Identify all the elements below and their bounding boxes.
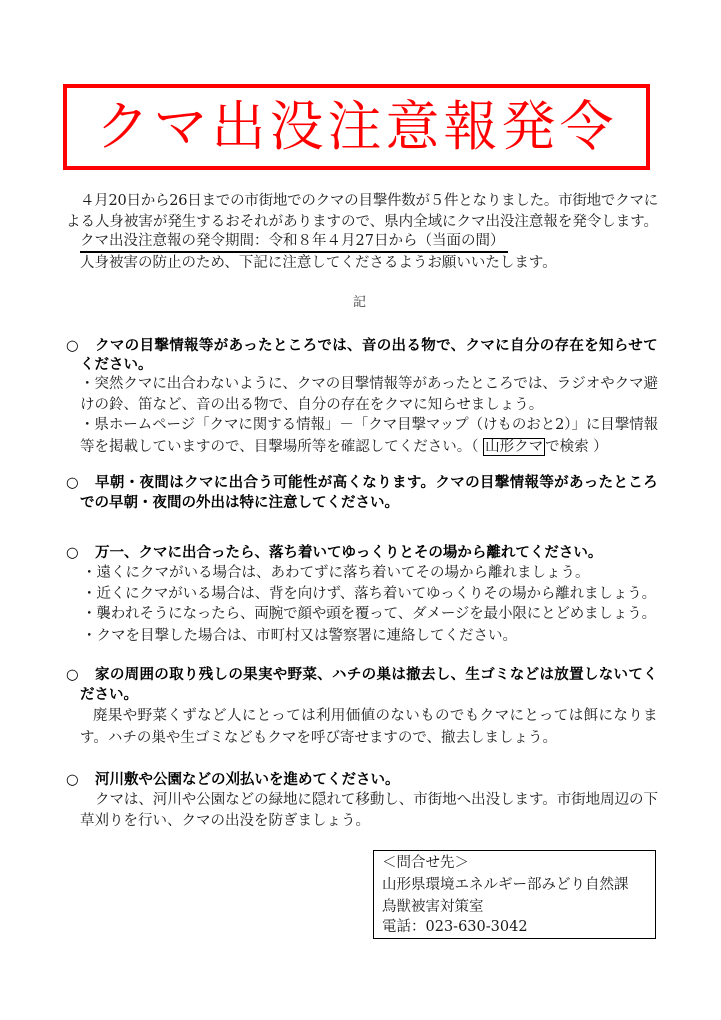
section-2-heading: 早朝・夜間はクマに出合う可能性が高くなります。クマの目撃情報等があったところ	[95, 475, 658, 491]
search-line-before: 等を掲載していますので、目撃場所等を確認してください。（	[80, 439, 484, 455]
section-3-bullet-icon: ○	[66, 545, 79, 561]
contact-phone: 電話：023-630-3042	[382, 919, 528, 935]
section-2-heading-cont: での早朝・夜間の外出は特に注意してください。	[80, 495, 399, 511]
section-4-heading-cont: ださい。	[80, 687, 138, 703]
section-3-body-line-1: ・遠くにクマがいる場合は、あわてずに落ち着いてその場から離れましょう。	[82, 565, 590, 581]
contact-heading: ＜問合せ先＞	[382, 855, 469, 871]
section-5-body-line-2: 草刈りを行い、クマの出没を防ぎましょう。	[80, 813, 370, 829]
section-3-body-line-2: ・近くにクマがいる場合は、背を向けず、落ち着いてゆっくりその場から離れましょう。	[82, 586, 656, 602]
section-1-bullet-icon: ○	[66, 338, 79, 354]
section-3-body-line-3: ・襲われそうになったら、両腕で顔や頭を覆って、ダメージを最小限にとどめましょう。	[82, 606, 656, 622]
section-3-heading: 万一、クマに出合ったら、落ち着いてゆっくりとその場から離れてください。	[95, 545, 603, 561]
section-1-search-line	[80, 437, 608, 457]
section-4-bullet-icon: ○	[66, 667, 79, 683]
search-keyword-box: 山形クマ	[485, 439, 544, 455]
page-title: クマ出没注意報発令	[95, 95, 618, 158]
section-4-heading: 家の周囲の取り残しの果実や野菜、ハチの巣は撤去し、生ゴミなどは放置しないてく	[95, 667, 658, 683]
contact-office: 鳥獣被害対策室	[382, 899, 484, 915]
search-line-after: で検索 ）	[545, 439, 608, 455]
contact-department: 山形県環境エネルギー部みどり自然課	[382, 877, 629, 893]
section-1-heading: クマの目撃情報等があったところでは、音の出る物で、クマに自分の存在を知らせて	[95, 338, 658, 354]
section-1-body-line-2: けの鈴、笛など、音の出る物で、自分の存在をクマに知らせましょう。	[80, 397, 544, 413]
intro-line-2: よる人身被害が発生するおそれがありますので、県内全域にクマ出没注意報を発令します。	[66, 214, 658, 230]
section-4-body-line-2: す。ハチの巣や生ゴミなどもクマを呼び寄せますので、撤去しましょう。	[80, 730, 558, 746]
section-2-bullet-icon: ○	[66, 475, 79, 491]
section-5-heading: 河川敷や公園などの刈払いを進めてください。	[95, 772, 400, 788]
section-5-bullet-icon: ○	[66, 772, 79, 788]
section-4-body-line-1: 廃果や野菜くずなど人にとっては利用価値のないものでもクマにとっては餌になりま	[93, 708, 658, 724]
ki-heading: 記	[353, 295, 367, 310]
section-1-body-line-3: ・県ホームページ「クマに関する情報」－「クマ目撃マップ（けものおと2）」に目撃情報	[80, 417, 658, 433]
issuance-period: クマ出没注意報の発令期間：令和８年４月27日から（当面の間）	[80, 231, 508, 253]
intro-line-4: 人身被害の防止のため、下記に注意してくださるようお願いいたします。	[80, 255, 557, 271]
section-1-heading-cont: ください。	[80, 357, 153, 373]
section-3-body-line-4: ・クマを目撃した場合は、市町村又は警察署に連絡してください。	[82, 628, 517, 644]
section-1-body-line-1: ・突然クマに出合わないように、クマの目撃情報等があったところでは、ラジオやクマ避	[80, 376, 658, 392]
section-5-body-line-1: クマは、河川や公園などの緑地に隠れて移動し、市街地へ出没します。市街地周辺の下	[95, 792, 658, 808]
intro-line-1: ４月20日から26日までの市街地でのクマの目撃件数が５件となりました。市街地でクマに	[80, 193, 658, 209]
title-banner	[63, 84, 650, 170]
